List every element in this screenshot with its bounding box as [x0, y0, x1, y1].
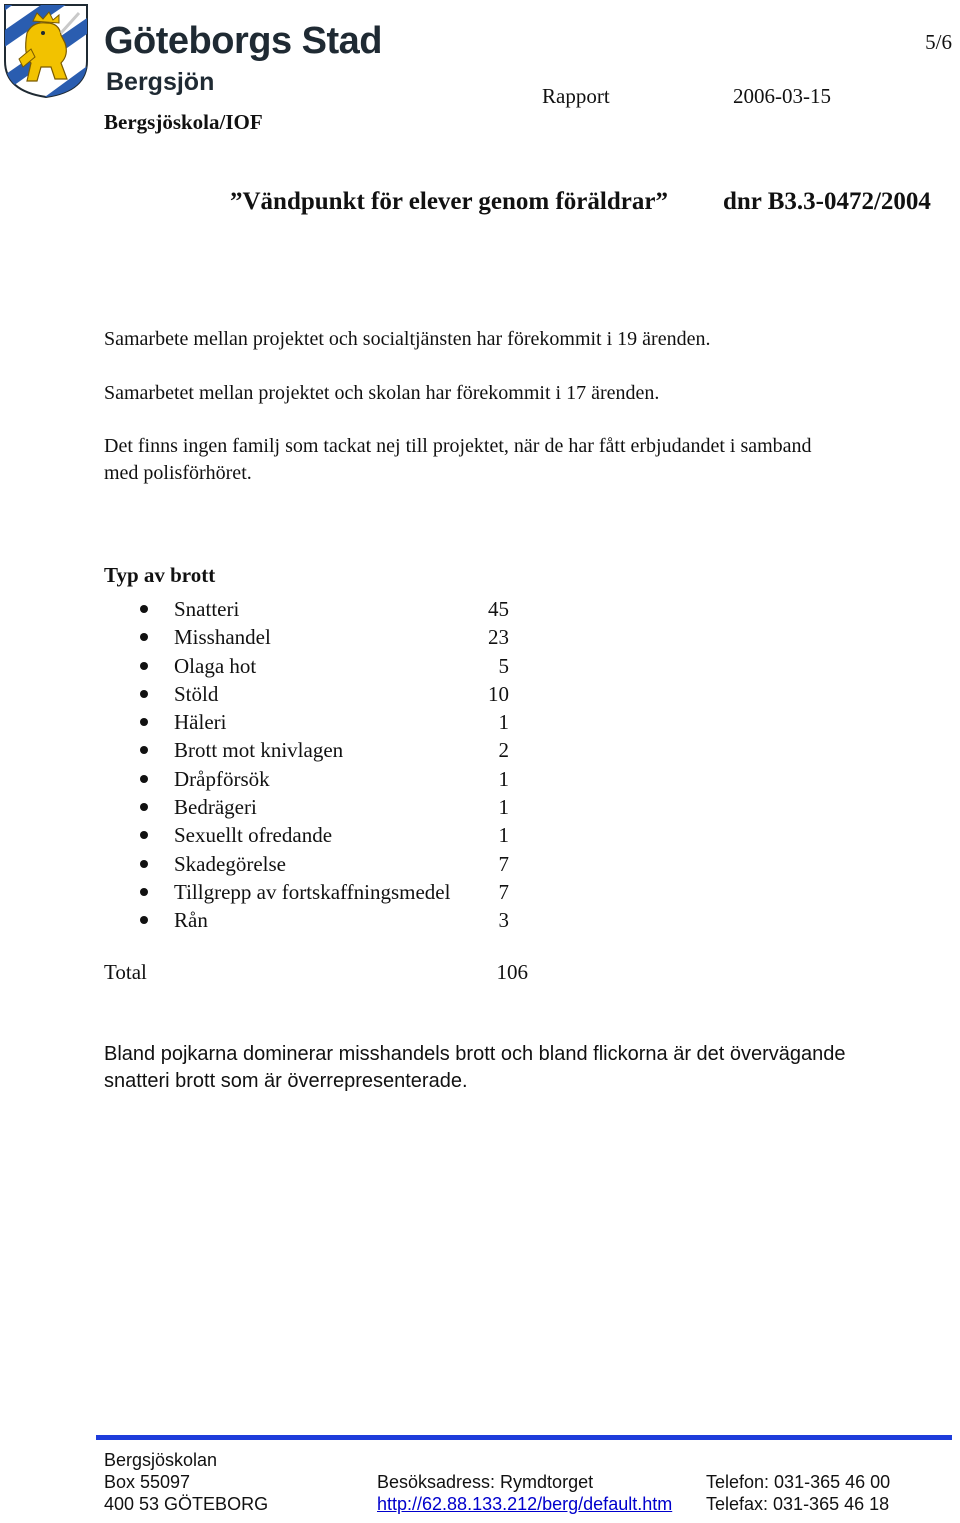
bullet-icon: [140, 718, 148, 726]
crime-count: 1: [498, 710, 509, 735]
summary-line-2: snatteri brott som är överrepresenterade.: [104, 1070, 468, 1092]
footer-website-link[interactable]: http://62.88.133.212/berg/default.htm: [377, 1494, 673, 1514]
crime-count: 3: [498, 908, 509, 933]
footer-postal-address: 400 53 GÖTEBORG: [104, 1494, 269, 1514]
bullet-icon: [140, 662, 148, 670]
crime-count: 1: [498, 795, 509, 820]
crime-count: 45: [488, 597, 509, 621]
goteborg-coat-of-arms-logo: [3, 3, 89, 99]
paragraph-families-line-2: med polisförhöret.: [104, 462, 252, 484]
brand-name: Göteborgs Stad: [104, 20, 383, 62]
crime-name: Skadegörelse: [174, 851, 286, 876]
crime-name: Stöld: [174, 681, 219, 706]
crime-count: 10: [488, 681, 509, 706]
crime-name: Häleri: [174, 710, 227, 735]
paragraph-families-line-1: Det finns ingen familj som tackat nej till projektet, när de har fått erbjudandet i samband: [104, 435, 812, 457]
crime-count: 23: [488, 625, 509, 650]
bullet-icon: [140, 888, 148, 896]
crime-count: 1: [498, 766, 509, 791]
bullet-icon: [140, 775, 148, 783]
crime-name: Dråpförsök: [174, 766, 270, 791]
report-label: Rapport: [542, 84, 610, 108]
document-reference-number: dnr B3.3-0472/2004: [723, 188, 931, 215]
bullet-icon: [140, 916, 148, 924]
paragraph-school: Samarbetet mellan projektet och skolan har förekommit i 17 ärenden.: [104, 382, 660, 404]
footer-url-container: [377, 1494, 672, 1515]
summary-line-1: Bland pojkarna dominerar misshandels brott och bland flickorna är det övervägande: [104, 1043, 846, 1065]
bullet-icon: [140, 860, 148, 868]
report-date: 2006-03-15: [733, 84, 831, 108]
footer-fax: Telefax: 031-365 46 18: [706, 1494, 890, 1514]
document-title: ”Vändpunkt för elever genom föräldrar”: [230, 188, 668, 215]
crime-name: Brott mot knivlagen: [174, 738, 344, 763]
paragraph-social-services: Samarbete mellan projektet och socialtjänsten har förekommit i 19 ärenden.: [104, 328, 711, 350]
bullet-icon: [140, 831, 148, 839]
crime-type-heading: Typ av brott: [104, 563, 216, 587]
bullet-icon: [140, 690, 148, 698]
crime-name: Olaga hot: [174, 653, 257, 678]
crime-count: 2: [498, 738, 509, 763]
brand-district: Bergsjön: [106, 68, 215, 96]
bullet-icon: [140, 746, 148, 754]
footer-box: Box 55097: [104, 1472, 191, 1492]
crime-name: Bedrägeri: [174, 795, 257, 820]
crime-count: 1: [498, 823, 509, 848]
crime-name: Misshandel: [174, 625, 271, 650]
footer-visit-address: Besöksadress: Rymdtorget: [377, 1472, 594, 1492]
crime-name: Tillgrepp av fortskaffningsmedel: [174, 879, 451, 904]
crime-name: Sexuellt ofredande: [174, 823, 333, 848]
total-value: 106: [496, 960, 528, 984]
footer-phone: Telefon: 031-365 46 00: [706, 1472, 891, 1492]
bullet-icon: [140, 803, 148, 811]
total-label: Total: [104, 960, 147, 984]
footer-school-name: Bergsjöskolan: [104, 1450, 218, 1470]
footer-divider: [96, 1435, 952, 1440]
crime-name: Rån: [174, 908, 208, 933]
crime-name: Snatteri: [174, 597, 240, 621]
crime-count: 7: [498, 879, 509, 904]
page-number: 5/6: [925, 30, 952, 54]
crime-count: 5: [498, 653, 509, 678]
bullet-icon: [140, 633, 148, 641]
crime-count: 7: [498, 851, 509, 876]
organization: Bergsjöskola/IOF: [104, 110, 263, 134]
bullet-icon: [140, 605, 148, 613]
